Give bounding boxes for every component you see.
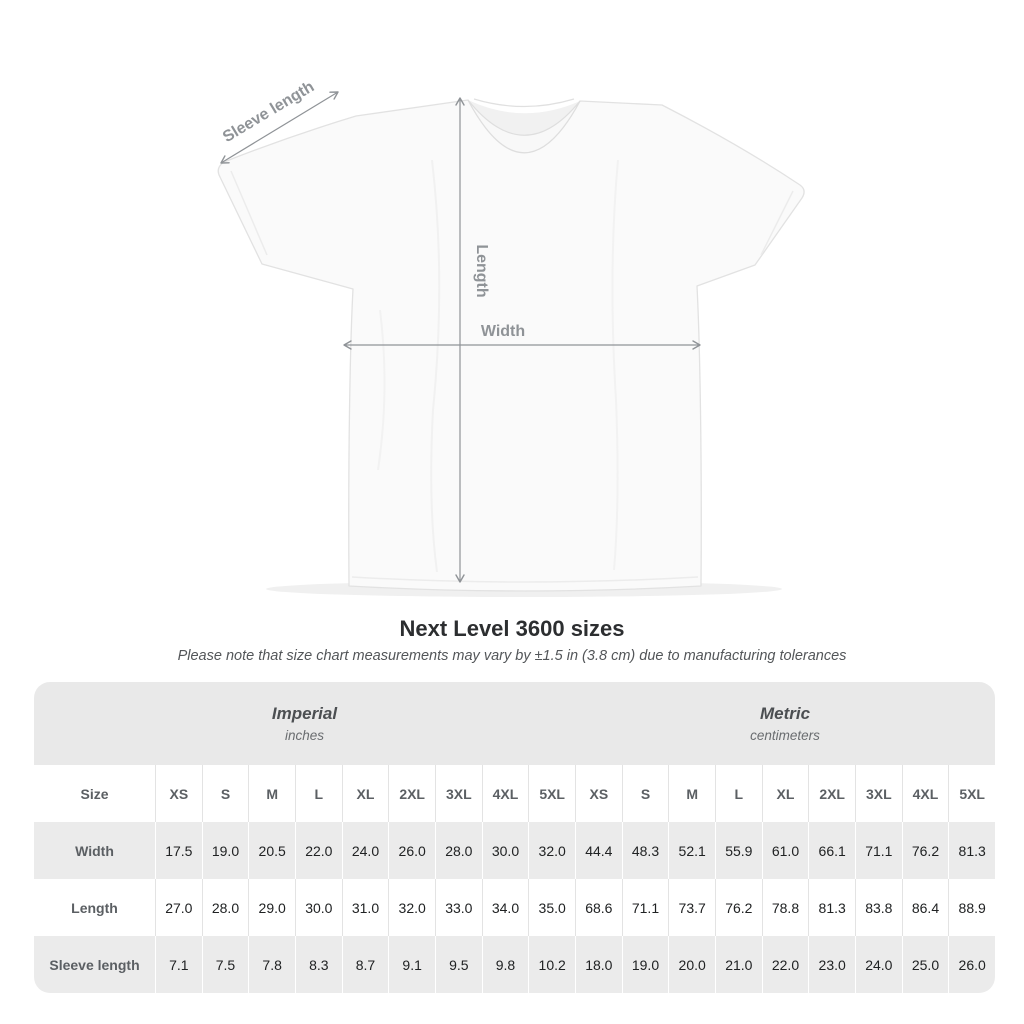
size-cell: S	[622, 765, 669, 822]
metric-subtitle: centimeters	[750, 728, 820, 743]
value-cell: 48.3	[622, 822, 669, 879]
size-cell: 5XL	[528, 765, 575, 822]
imperial-title: Imperial	[271, 704, 338, 723]
value-cell: 86.4	[902, 879, 949, 936]
value-cell: 8.7	[342, 936, 389, 993]
value-cell: 88.9	[948, 879, 995, 936]
value-cell: 33.0	[435, 879, 482, 936]
value-cell: 34.0	[482, 879, 529, 936]
value-cell: 7.8	[248, 936, 295, 993]
size-cell: 4XL	[902, 765, 949, 822]
size-cell: 3XL	[435, 765, 482, 822]
value-cell: 73.7	[668, 879, 715, 936]
value-cell: 27.0	[155, 879, 202, 936]
imperial-header	[34, 682, 575, 765]
size-cell: XL	[342, 765, 389, 822]
value-cell: 35.0	[528, 879, 575, 936]
value-cell: 81.3	[808, 879, 855, 936]
size-cell: M	[668, 765, 715, 822]
value-cell: 83.8	[855, 879, 902, 936]
value-cell: 30.0	[482, 822, 529, 879]
value-cell: 71.1	[855, 822, 902, 879]
value-cell: 30.0	[295, 879, 342, 936]
tshirt-illustration	[218, 99, 804, 597]
value-cell: 10.2	[528, 936, 575, 993]
value-cell: 29.0	[248, 879, 295, 936]
tolerance-note: Please note that size chart measurements may vary by ±1.5 in (3.8 cm) due to manufacturing tolerances	[177, 648, 847, 664]
value-cell: 22.0	[762, 936, 809, 993]
size-cell: L	[715, 765, 762, 822]
unit-header-band	[34, 682, 995, 765]
sleeve-length-row	[34, 936, 995, 993]
value-cell: 19.0	[202, 822, 249, 879]
page-title: Next Level 3600 sizes	[399, 616, 625, 641]
value-cell: 61.0	[762, 822, 809, 879]
value-cell: 7.1	[155, 936, 202, 993]
row-label: Width	[75, 842, 114, 859]
value-cell: 44.4	[575, 822, 622, 879]
imperial-subtitle: inches	[284, 728, 325, 743]
value-cell: 28.0	[435, 822, 482, 879]
width-row	[34, 822, 995, 879]
value-cell: 18.0	[575, 936, 622, 993]
metric-title: Metric	[759, 704, 811, 723]
value-cell: 24.0	[342, 822, 389, 879]
value-cell: 23.0	[808, 936, 855, 993]
size-header-row	[34, 765, 995, 822]
row-label: Length	[71, 899, 118, 916]
size-cell: M	[248, 765, 295, 822]
size-column-header: Size	[80, 785, 109, 802]
value-cell: 8.3	[295, 936, 342, 993]
value-cell: 17.5	[155, 822, 202, 879]
length-label: Length	[473, 244, 490, 298]
size-cell: XL	[762, 765, 809, 822]
size-cell: XS	[155, 765, 202, 822]
value-cell: 32.0	[528, 822, 575, 879]
value-cell: 20.5	[248, 822, 295, 879]
width-label: Width	[480, 323, 526, 340]
heading	[0, 616, 1024, 665]
value-cell: 7.5	[202, 936, 249, 993]
value-cell: 20.0	[668, 936, 715, 993]
value-cell: 24.0	[855, 936, 902, 993]
value-cell: 68.6	[575, 879, 622, 936]
value-cell: 26.0	[388, 822, 435, 879]
size-cell: 3XL	[855, 765, 902, 822]
value-cell: 28.0	[202, 879, 249, 936]
length-row	[34, 879, 995, 936]
size-cell: 2XL	[808, 765, 855, 822]
value-cell: 25.0	[902, 936, 949, 993]
value-cell: 66.1	[808, 822, 855, 879]
size-cell: XS	[575, 765, 622, 822]
value-cell: 21.0	[715, 936, 762, 993]
value-cell: 9.5	[435, 936, 482, 993]
sleeve-length-label: Sleeve length	[220, 78, 318, 146]
value-cell: 71.1	[622, 879, 669, 936]
value-cell: 76.2	[715, 879, 762, 936]
value-cell: 55.9	[715, 822, 762, 879]
size-cell: 4XL	[482, 765, 529, 822]
metric-header	[575, 682, 995, 765]
value-cell: 76.2	[902, 822, 949, 879]
value-cell: 22.0	[295, 822, 342, 879]
size-cell: 5XL	[948, 765, 995, 822]
value-cell: 81.3	[948, 822, 995, 879]
value-cell: 26.0	[948, 936, 995, 993]
row-label: Sleeve length	[49, 956, 140, 973]
size-cell: L	[295, 765, 342, 822]
value-cell: 31.0	[342, 879, 389, 936]
value-cell: 52.1	[668, 822, 715, 879]
value-cell: 9.8	[482, 936, 529, 993]
value-cell: 9.1	[388, 936, 435, 993]
size-chart-table	[34, 682, 995, 993]
size-cell: S	[202, 765, 249, 822]
size-cell: 2XL	[388, 765, 435, 822]
value-cell: 19.0	[622, 936, 669, 993]
value-cell: 78.8	[762, 879, 809, 936]
value-cell: 32.0	[388, 879, 435, 936]
collar-back-edge	[474, 99, 574, 107]
